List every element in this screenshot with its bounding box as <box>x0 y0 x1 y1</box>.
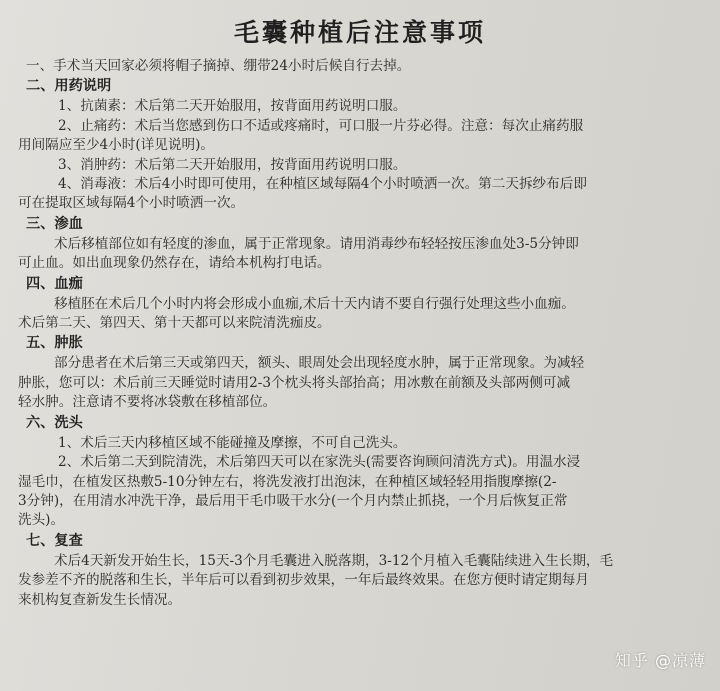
swelling-line-cont-2: 轻水肿。注意请不要将冰袋敷在移植部位。 <box>18 394 277 411</box>
medication-disinfectant-line-cont: 可在提取区域每隔4个小时喷洒一次。 <box>18 195 245 212</box>
hair-wash-line-2-cont-3: 洗头)。 <box>18 512 65 529</box>
swelling-line-cont-1: 肿胀，您可以：术后前三天睡觉时请用2-3个枕头将头部抬高；用冰敷在前额及头部两侧可减 <box>18 374 571 391</box>
scab-line: 移植胚在术后几个小时内将会形成小血痂,术后十天内请不要自行强行处理这些小血痂。 <box>54 295 575 312</box>
bleeding-line-cont: 可止血。如出血现象仍然存在，请给本机构打电话。 <box>18 255 331 272</box>
zhihu-watermark: 知乎 @凉薄 <box>614 651 706 670</box>
medication-swelling-line: 3、消肿药：术后第二天开始服用，按背面用药说明口服。 <box>58 156 407 173</box>
scab-line-cont: 术后第二天、第四天、第十天都可以来院清洗痂皮。 <box>18 315 331 332</box>
followup-line-cont-2: 来机构复查新发生长情况。 <box>18 591 182 608</box>
medication-painkiller-line-cont: 用间隔应至少4小时(详见说明)。 <box>18 137 214 154</box>
hair-wash-line-1: 1、术后三天内移植区域不能碰撞及摩擦，不可自己洗头。 <box>58 434 407 451</box>
section-1-line: 一、手术当天回家必须将帽子摘掉、绷带24小时后候自行去掉。 <box>26 58 411 74</box>
swelling-line: 部分患者在术后第三天或第四天，额头、眼周处会出现轻度水肿，属于正常现象。为减轻 <box>54 355 585 372</box>
followup-line-cont-1: 发参差不齐的脱落和生长，半年后可以看到初步效果，一年后最终效果。在您方便时请定期每月 <box>18 572 589 589</box>
medication-antibiotic-line: 1、抗菌素：术后第二天开始服用，按背面用药说明口服。 <box>58 98 407 115</box>
section-4-heading: 四、血痂 <box>26 275 83 292</box>
followup-line: 术后4天新发开始生长，15天-3个月毛囊进入脱落期，3-12个月植入毛囊陆续进入生长期，毛 <box>54 552 614 569</box>
document-title: 毛囊种植后注意事项 <box>233 18 486 47</box>
medication-disinfectant-line: 4、消毒液：术后4小时即可使用，在种植区域每隔4个小时喷洒一次。第二天拆纱布后即 <box>58 176 587 193</box>
hair-wash-line-2-cont-1: 湿毛巾，在植发区热敷5-10分钟左右，将洗发液打出泡沫，在种植区域轻轻用指腹摩擦(2- <box>18 473 557 490</box>
hair-wash-line-2-cont-2: 3分钟)，在用清水冲洗干净，最后用干毛巾吸干水分(一个月内禁止抓挠，一个月后恢复正常 <box>18 492 568 509</box>
section-3-heading: 三、渗血 <box>26 215 83 232</box>
hair-wash-line-2: 2、术后第二天到院清洗，术后第四天可以在家洗头(需要咨询顾问清洗方式)。用温水浸 <box>58 454 581 471</box>
medication-painkiller-line: 2、止痛药：术后当您感到伤口不适或疼痛时，可口服一片芬必得。注意：每次止痛药服 <box>58 117 584 134</box>
section-6-heading: 六、洗头 <box>26 414 83 431</box>
bleeding-line: 术后移植部位如有轻度的渗血，属于正常现象。请用消毒纱布轻轻按压渗血处3-5分钟即 <box>54 235 579 252</box>
section-7-heading: 七、复查 <box>26 532 83 549</box>
section-2-heading: 二、用药说明 <box>26 78 112 95</box>
section-5-heading: 五、肿胀 <box>26 335 83 352</box>
